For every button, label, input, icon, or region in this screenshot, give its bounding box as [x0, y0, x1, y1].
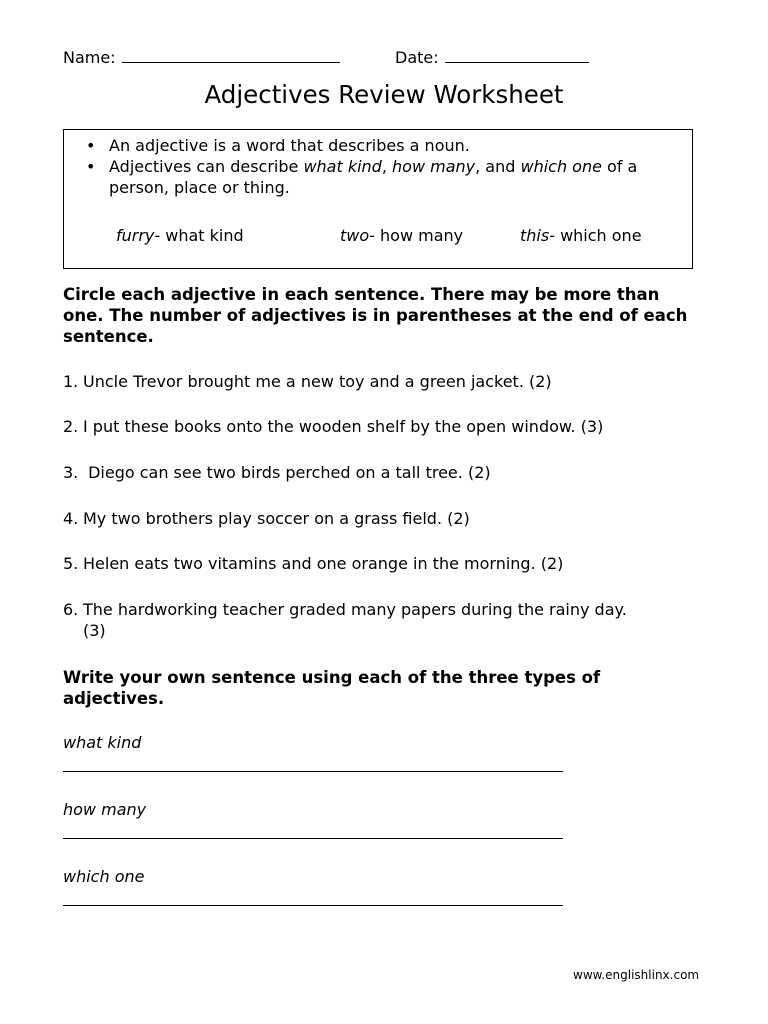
footer-url: www.englishlinx.com	[573, 968, 700, 982]
instructions-circle: Circle each adjective in each sentence. There may be more than one. The number of adjectives is in parentheses at the end of each sentence.	[63, 285, 688, 346]
bullet-2-how-many: how many	[392, 157, 476, 176]
sentence-5	[63, 553, 703, 574]
date-label: Date:	[395, 48, 439, 67]
bullet-1-text: An adjective is a word that describes a noun.	[109, 136, 470, 155]
definition-list	[86, 135, 686, 198]
prompt-what-kind: what kind	[63, 733, 142, 752]
definition-bullet-1	[86, 135, 686, 156]
example-what-kind	[116, 226, 244, 245]
sentence-number: 6.	[63, 600, 79, 619]
definition-box	[63, 129, 693, 269]
sentence-number: 2.	[63, 417, 79, 436]
bullet-icon: •	[86, 157, 96, 176]
sentence-number: 5.	[63, 554, 79, 573]
worksheet-title: Adjectives Review Worksheet	[204, 80, 564, 109]
sentence-3	[63, 462, 703, 483]
example-how-many	[340, 226, 463, 245]
example-word: furry	[116, 226, 155, 245]
answer-line-which-one[interactable]	[63, 905, 563, 906]
prompt-how-many: how many	[63, 800, 147, 819]
bullet-2-sep1: ,	[381, 157, 393, 176]
bullet-2-which-one: which one	[520, 157, 602, 176]
example-desc: - which one	[549, 226, 642, 245]
sentence-4	[63, 508, 703, 529]
example-desc: - how many	[369, 226, 464, 245]
answer-line-what-kind[interactable]	[63, 771, 563, 772]
bullet-icon: •	[86, 136, 96, 155]
sentence-1	[63, 371, 703, 392]
sentence-text[interactable]: My two brothers play soccer on a grass field. (2)	[83, 509, 470, 528]
example-desc: - what kind	[154, 226, 244, 245]
instructions-write: Write your own sentence using each of the three types of adjectives.	[63, 668, 601, 708]
sentence-number: 4.	[63, 509, 79, 528]
sentence-number: 1.	[63, 372, 79, 391]
sentence-text[interactable]: The hardworking teacher graded many papers during the rainy day.	[83, 600, 627, 619]
bullet-2-post: of a person, place or thing.	[109, 157, 638, 197]
sentence-text[interactable]: Diego can see two birds perched on a tall tree. (2)	[83, 463, 491, 482]
name-field-line[interactable]	[122, 46, 340, 63]
definition-bullet-2	[86, 156, 686, 198]
name-label: Name:	[63, 48, 116, 67]
sentence-text[interactable]: Helen eats two vitamins and one orange in the morning. (2)	[83, 554, 564, 573]
sentence-number: 3.	[63, 463, 79, 482]
sentence-2	[63, 416, 703, 437]
sentence-6	[63, 599, 703, 641]
sentence-text[interactable]: Uncle Trevor brought me a new toy and a green jacket. (2)	[83, 372, 552, 391]
sentence-text[interactable]: I put these books onto the wooden shelf by the open window. (3)	[83, 417, 604, 436]
date-field-line[interactable]	[445, 46, 589, 63]
bullet-2-sep2: , and	[475, 157, 521, 176]
date-group	[395, 46, 589, 67]
bullet-2-pre: Adjectives can describe	[109, 157, 304, 176]
sentence-6-count: (3)	[83, 621, 106, 640]
example-which-one	[520, 226, 642, 245]
header-row	[63, 46, 439, 67]
bullet-2-what-kind: what kind	[303, 157, 382, 176]
prompt-which-one: which one	[63, 867, 145, 886]
example-word: this	[520, 226, 550, 245]
answer-line-how-many[interactable]	[63, 838, 563, 839]
example-word: two	[340, 226, 370, 245]
